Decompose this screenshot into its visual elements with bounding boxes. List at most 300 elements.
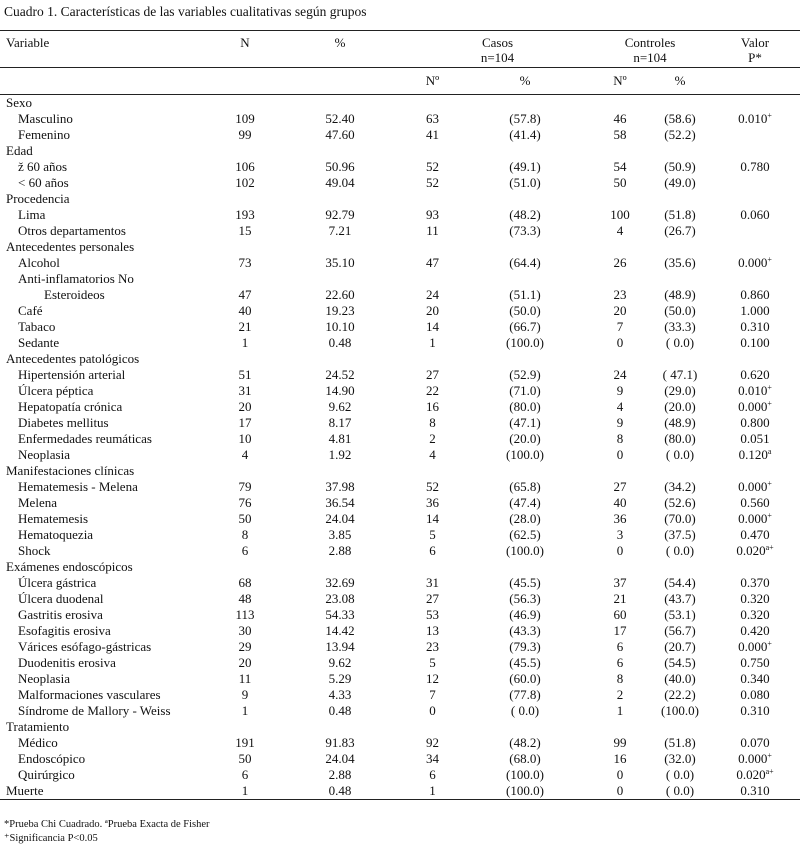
cell-controles-n: 9 bbox=[616, 383, 624, 398]
cell-casos-n: 22 bbox=[426, 383, 439, 398]
cell-casos-pct: (47.4) bbox=[509, 495, 541, 510]
cell-pct: 7.21 bbox=[328, 223, 352, 238]
row-label: Café bbox=[18, 303, 43, 318]
row-label: Anti-inflamatorios No bbox=[18, 271, 134, 286]
row-label: Otros departamentos bbox=[18, 223, 126, 238]
cell-controles-pct: (58.6) bbox=[664, 111, 696, 126]
header-valor-p: P* bbox=[748, 50, 762, 65]
cell-pct: 14.90 bbox=[325, 383, 355, 398]
cell-p-value bbox=[710, 447, 800, 463]
cell-p-value bbox=[710, 415, 800, 431]
cell-casos-n: 53 bbox=[426, 607, 439, 622]
cell-n: 20 bbox=[238, 399, 252, 414]
cell-casos-pct: (41.4) bbox=[509, 127, 541, 142]
row-label: Úlcera péptica bbox=[18, 383, 94, 398]
row-label: Enfermedades reumáticas bbox=[18, 431, 152, 446]
row-label: Quirúrgico bbox=[18, 767, 75, 782]
cell-pct: 9.62 bbox=[328, 655, 352, 670]
cell-pct: 47.60 bbox=[325, 127, 355, 142]
cell-casos-n: 12 bbox=[426, 671, 439, 686]
cell-controles-n: 9 bbox=[616, 415, 624, 430]
cell-casos-n: 8 bbox=[429, 415, 436, 430]
p-value-text: 0.010 bbox=[738, 111, 768, 126]
p-value-text: 0.051 bbox=[740, 431, 770, 446]
row-label: Neoplasia bbox=[18, 671, 70, 686]
cell-controles-pct: (53.1) bbox=[664, 607, 696, 622]
p-value-text: 0.780 bbox=[740, 159, 770, 174]
header-controles-n: n=104 bbox=[633, 50, 667, 65]
p-value-text: 0.340 bbox=[740, 671, 770, 686]
cell-controles-n: 8 bbox=[616, 671, 624, 686]
table-row bbox=[0, 319, 800, 335]
cell-controles-n: 16 bbox=[613, 751, 627, 766]
cell-n: 47 bbox=[238, 287, 252, 302]
cell-controles-pct: (49.0) bbox=[664, 175, 696, 190]
cell-casos-pct: (51.0) bbox=[509, 175, 541, 190]
cell-n: 106 bbox=[235, 159, 255, 174]
cell-controles-pct: (43.7) bbox=[664, 591, 696, 606]
cell-pct: 8.17 bbox=[328, 415, 352, 430]
cell-controles-pct: (80.0) bbox=[664, 431, 696, 446]
cell-controles-pct: (29.0) bbox=[664, 383, 696, 398]
cell-pct: 37.98 bbox=[325, 479, 355, 494]
cell-n: 1 bbox=[241, 335, 249, 350]
cell-casos-n: 27 bbox=[426, 591, 439, 606]
cell-controles-pct: ( 0.0) bbox=[665, 447, 695, 462]
cell-p-value bbox=[710, 607, 800, 623]
cell-controles-pct: (20.7) bbox=[664, 639, 696, 654]
cell-n: 21 bbox=[238, 319, 252, 334]
group-header-row bbox=[0, 463, 800, 479]
cell-casos-n: 6 bbox=[429, 767, 436, 782]
cell-controles-n: 4 bbox=[616, 223, 624, 238]
cell-p-value bbox=[710, 399, 800, 415]
cell-casos-pct: (46.9) bbox=[509, 607, 541, 622]
p-value-superscript: a+ bbox=[765, 543, 774, 552]
row-label: Esteroideos bbox=[44, 287, 105, 302]
table-row bbox=[0, 639, 800, 655]
cell-controles-pct: (22.2) bbox=[664, 687, 696, 702]
group-header-row bbox=[0, 559, 800, 575]
p-value-text: 0.020 bbox=[736, 543, 766, 558]
p-value-text: 0.620 bbox=[740, 367, 770, 382]
row-label: Hepatopatía crónica bbox=[18, 399, 123, 414]
cell-controles-pct: (35.6) bbox=[664, 255, 696, 270]
cell-casos-pct: (100.0) bbox=[506, 447, 544, 462]
cell-controles-n: 20 bbox=[613, 303, 627, 318]
cell-controles-pct: (52.6) bbox=[664, 495, 696, 510]
cell-n: 9 bbox=[241, 687, 249, 702]
row-label: Diabetes mellitus bbox=[18, 415, 109, 430]
row-label: Úlcera gástrica bbox=[18, 575, 97, 590]
cell-casos-pct: (64.4) bbox=[509, 255, 541, 270]
cell-controles-n: 46 bbox=[613, 111, 627, 126]
p-value-text: 0.310 bbox=[740, 783, 770, 798]
cell-casos-n: 34 bbox=[426, 751, 439, 766]
cell-controles-pct: ( 0.0) bbox=[650, 783, 710, 800]
cell-casos-n: 63 bbox=[426, 111, 439, 126]
cell-casos-pct: (56.3) bbox=[509, 591, 541, 606]
cell-pct: 2.88 bbox=[328, 543, 352, 558]
row-label: ž 60 años bbox=[18, 159, 68, 174]
cell-n: 73 bbox=[238, 255, 252, 270]
cell-casos-n: 5 bbox=[429, 527, 436, 542]
cell-p-value bbox=[710, 527, 800, 543]
cell-casos-pct: (28.0) bbox=[509, 511, 541, 526]
cell-casos-pct: (68.0) bbox=[509, 751, 541, 766]
cell-controles-n: 6 bbox=[616, 655, 624, 670]
p-value-text: 0.000 bbox=[738, 751, 768, 766]
group-label: Sexo bbox=[6, 95, 32, 110]
row-label: Lima bbox=[18, 207, 46, 222]
cell-n: 50 bbox=[238, 511, 252, 526]
table-row bbox=[0, 607, 800, 623]
cell-pct: 5.29 bbox=[328, 671, 352, 686]
footnote-significance: ⁺Significancia P<0.05 bbox=[4, 833, 98, 844]
cell-controles-pct: (52.2) bbox=[664, 127, 696, 142]
cell-pct: 92.79 bbox=[325, 207, 355, 222]
cell-casos-pct: (60.0) bbox=[509, 671, 541, 686]
header-casos bbox=[405, 31, 590, 68]
row-label: Hematemesis - Melena bbox=[18, 479, 138, 494]
row-label: Malformaciones vasculares bbox=[18, 687, 161, 702]
cell-p-value bbox=[710, 511, 800, 527]
p-value-text: 0.370 bbox=[740, 575, 770, 590]
p-value-text: 0.320 bbox=[740, 607, 770, 622]
cell-casos-pct: (47.1) bbox=[509, 415, 541, 430]
cell-p-value bbox=[710, 495, 800, 511]
cell-n: 109 bbox=[235, 111, 255, 126]
cell-controles-n: 4 bbox=[616, 399, 624, 414]
cell-pct: 0.48 bbox=[328, 703, 352, 718]
cell-p-value bbox=[710, 159, 800, 175]
cell-p-value bbox=[710, 383, 800, 399]
header-pct: % bbox=[275, 31, 405, 68]
cell-n: 6 bbox=[241, 767, 249, 782]
cell-n: 30 bbox=[238, 623, 252, 638]
cell-controles-n: 1 bbox=[616, 703, 624, 718]
cell-casos-pct: (66.7) bbox=[509, 319, 541, 334]
cell-casos-n: 7 bbox=[429, 687, 436, 702]
cell-pct: 1.92 bbox=[328, 447, 352, 462]
row-label: Muerte bbox=[0, 783, 215, 800]
cell-pct: 36.54 bbox=[325, 495, 355, 510]
cell-n: 11 bbox=[238, 671, 252, 686]
row-label: Alcohol bbox=[18, 255, 60, 270]
cell-casos-n: 92 bbox=[426, 735, 439, 750]
row-label: Hematemesis bbox=[18, 511, 89, 526]
cell-pct: 0.48 bbox=[275, 783, 405, 800]
cell-n: 102 bbox=[235, 175, 255, 190]
row-label: < 60 años bbox=[18, 175, 69, 190]
cell-casos-pct: (48.2) bbox=[509, 735, 541, 750]
cell-controles-pct: (37.5) bbox=[664, 527, 696, 542]
table-row bbox=[0, 783, 800, 800]
p-value-superscript: + bbox=[767, 255, 772, 264]
cell-controles-pct: (51.8) bbox=[664, 207, 696, 222]
row-label: Melena bbox=[18, 495, 57, 510]
table-row bbox=[0, 543, 800, 559]
cell-n: 68 bbox=[238, 575, 252, 590]
cell-p-value bbox=[710, 783, 800, 800]
cell-p-value bbox=[710, 367, 800, 383]
table-row bbox=[0, 335, 800, 351]
cell-casos-pct: (73.3) bbox=[509, 223, 541, 238]
cell-casos-pct bbox=[460, 271, 590, 287]
cell-controles-pct: (54.5) bbox=[664, 655, 696, 670]
cell-p-value bbox=[710, 623, 800, 639]
table-body bbox=[0, 95, 800, 800]
row-label: Úlcera duodenal bbox=[18, 591, 104, 606]
p-value-text: 0.000 bbox=[738, 479, 768, 494]
row-label: Femenino bbox=[18, 127, 70, 142]
row-label: Médico bbox=[18, 735, 58, 750]
p-value-text: 0.060 bbox=[740, 207, 770, 222]
cell-pct: 22.60 bbox=[325, 287, 355, 302]
cell-controles-n: 2 bbox=[616, 687, 624, 702]
cell-casos-pct: (45.5) bbox=[509, 655, 541, 670]
cell-p-value bbox=[710, 335, 800, 351]
cell-p-value bbox=[710, 751, 800, 767]
table-row bbox=[0, 383, 800, 399]
row-label: Esofagitis erosiva bbox=[18, 623, 111, 638]
cell-pct: 24.04 bbox=[325, 751, 355, 766]
cell-casos-pct: (71.0) bbox=[509, 383, 541, 398]
table-row bbox=[0, 703, 800, 719]
header-row bbox=[0, 31, 800, 68]
cell-p-value bbox=[710, 671, 800, 687]
p-value-superscript: a+ bbox=[765, 767, 774, 776]
cell-controles-n: 0 bbox=[590, 783, 650, 800]
cell-p-value bbox=[710, 591, 800, 607]
row-label: Duodenitis erosiva bbox=[18, 655, 116, 670]
cell-controles-n: 8 bbox=[616, 431, 624, 446]
cell-pct: 19.23 bbox=[325, 303, 355, 318]
cell-n: 99 bbox=[238, 127, 252, 142]
p-value-text: 0.470 bbox=[740, 527, 770, 542]
row-label: Síndrome de Mallory - Weiss bbox=[18, 703, 171, 718]
cell-pct: 4.33 bbox=[328, 687, 352, 702]
table-row bbox=[0, 431, 800, 447]
row-label: Endoscópico bbox=[18, 751, 86, 766]
cell-pct: 49.04 bbox=[325, 175, 355, 190]
cell-controles-pct: (54.4) bbox=[664, 575, 696, 590]
cell-pct: 0.48 bbox=[328, 335, 352, 350]
p-value-superscript: + bbox=[767, 111, 772, 120]
cell-p-value bbox=[710, 255, 800, 271]
cell-pct: 50.96 bbox=[325, 159, 355, 174]
cell-casos-pct: (62.5) bbox=[509, 527, 541, 542]
cell-p-value bbox=[710, 479, 800, 495]
cell-controles-pct: (34.2) bbox=[664, 479, 696, 494]
cell-p-value bbox=[710, 287, 800, 303]
cell-n: 50 bbox=[238, 751, 252, 766]
cell-casos-pct: (77.8) bbox=[509, 687, 541, 702]
cell-casos-pct: (49.1) bbox=[509, 159, 541, 174]
cell-controles-pct: (70.0) bbox=[664, 511, 696, 526]
cell-p-value bbox=[710, 655, 800, 671]
p-value-text: 0.120 bbox=[738, 447, 768, 462]
table-row bbox=[0, 303, 800, 319]
cell-controles-pct: (50.0) bbox=[664, 303, 696, 318]
footnote-tests: *Prueba Chi Cuadrado. ªPrueba Exacta de Fisher bbox=[4, 819, 210, 830]
p-value-text: 0.800 bbox=[740, 415, 770, 430]
header-controles-label: Controles bbox=[624, 35, 676, 50]
table-row bbox=[0, 655, 800, 671]
cell-controles-n: 3 bbox=[616, 527, 624, 542]
p-value-text: 0.080 bbox=[740, 687, 770, 702]
cell-n: 20 bbox=[238, 655, 252, 670]
table-row bbox=[0, 767, 800, 783]
p-value-superscript: + bbox=[767, 479, 772, 488]
cell-controles-n: 58 bbox=[613, 127, 627, 142]
p-value-text: 0.320 bbox=[740, 591, 770, 606]
cell-n: 76 bbox=[238, 495, 252, 510]
table-row bbox=[0, 415, 800, 431]
cell-casos-n: 11 bbox=[426, 223, 439, 238]
table-row bbox=[0, 447, 800, 463]
cell-controles-n: 0 bbox=[616, 767, 624, 782]
cell-casos-n: 93 bbox=[426, 207, 439, 222]
p-value-text: 0.750 bbox=[740, 655, 770, 670]
row-label: Masculino bbox=[18, 111, 73, 126]
table-row bbox=[0, 367, 800, 383]
table-row bbox=[0, 271, 800, 287]
cell-casos-n: 2 bbox=[429, 431, 436, 446]
cell-n: 193 bbox=[235, 207, 255, 222]
cell-casos-pct: (43.3) bbox=[509, 623, 541, 638]
group-header-row bbox=[0, 143, 800, 159]
cell-p-value bbox=[710, 319, 800, 335]
data-table bbox=[0, 30, 800, 800]
row-label: Gastritis erosiva bbox=[18, 607, 103, 622]
cell-casos-n: 36 bbox=[426, 495, 439, 510]
table-row bbox=[0, 111, 800, 127]
cell-pct: 54.33 bbox=[325, 607, 355, 622]
table-row bbox=[0, 671, 800, 687]
group-header-row bbox=[0, 351, 800, 367]
cell-n: 48 bbox=[238, 591, 252, 606]
cell-pct: 91.83 bbox=[325, 735, 355, 750]
cell-controles-pct: (51.8) bbox=[664, 735, 696, 750]
cell-casos-n: 52 bbox=[426, 175, 439, 190]
cell-pct: 52.40 bbox=[325, 111, 355, 126]
header-casos-n: n=104 bbox=[480, 50, 515, 65]
cell-controles-n: 100 bbox=[610, 207, 630, 222]
table-row bbox=[0, 175, 800, 191]
group-label: Procedencia bbox=[6, 191, 70, 206]
cell-controles-n: 17 bbox=[613, 623, 627, 638]
table-row bbox=[0, 751, 800, 767]
p-value-superscript: a bbox=[767, 447, 772, 456]
cell-n: 29 bbox=[238, 639, 252, 654]
cell-casos-pct: (100.0) bbox=[506, 543, 544, 558]
cell-pct: 32.69 bbox=[325, 575, 355, 590]
table-row bbox=[0, 511, 800, 527]
cell-controles-pct bbox=[650, 271, 710, 287]
table-row bbox=[0, 687, 800, 703]
table-row bbox=[0, 575, 800, 591]
row-label: Sedante bbox=[18, 335, 60, 350]
cell-pct: 4.81 bbox=[328, 431, 352, 446]
p-value-superscript: + bbox=[767, 511, 772, 520]
cell-controles-n: 40 bbox=[613, 495, 627, 510]
group-header-row bbox=[0, 239, 800, 255]
cell-controles-n: 27 bbox=[613, 479, 627, 494]
cell-casos-pct: (100.0) bbox=[460, 783, 590, 800]
cell-casos-pct: ( 0.0) bbox=[510, 703, 540, 718]
cell-n: 1 bbox=[215, 783, 275, 800]
cell-n bbox=[215, 271, 275, 287]
table-row bbox=[0, 623, 800, 639]
p-value-text: 0.560 bbox=[740, 495, 770, 510]
cell-p-value bbox=[710, 735, 800, 751]
p-value-text: 0.000 bbox=[738, 255, 768, 270]
cell-casos-pct: (100.0) bbox=[506, 335, 544, 350]
cell-casos-n: 6 bbox=[429, 543, 436, 558]
cell-n: 31 bbox=[238, 383, 252, 398]
cell-p-value bbox=[710, 703, 800, 719]
cell-casos-n: 5 bbox=[429, 655, 436, 670]
p-value-superscript: + bbox=[767, 751, 772, 760]
cell-casos-pct: (100.0) bbox=[506, 767, 544, 782]
cell-n: 40 bbox=[238, 303, 252, 318]
cell-n: 1 bbox=[241, 703, 249, 718]
p-value-text: 0.310 bbox=[740, 319, 770, 334]
cell-controles-pct: (48.9) bbox=[664, 287, 696, 302]
cell-controles-pct: (40.0) bbox=[664, 671, 696, 686]
header-valor-label: Valor bbox=[740, 35, 770, 50]
cell-controles-pct: ( 0.0) bbox=[665, 543, 695, 558]
cell-casos-n: 14 bbox=[426, 319, 439, 334]
table-row bbox=[0, 735, 800, 751]
cell-controles-n: 0 bbox=[616, 447, 624, 462]
subheader-no-controles: Nº bbox=[590, 68, 650, 95]
cell-controles-n: 0 bbox=[616, 543, 624, 558]
cell-casos-pct: (51.1) bbox=[509, 287, 541, 302]
group-header-row bbox=[0, 719, 800, 735]
table-row bbox=[0, 207, 800, 223]
cell-casos-pct: (79.3) bbox=[509, 639, 541, 654]
cell-pct bbox=[275, 271, 405, 287]
cell-p-value bbox=[710, 111, 800, 127]
cell-n: 4 bbox=[241, 447, 249, 462]
cell-controles-n: 24 bbox=[613, 367, 627, 382]
table-row bbox=[0, 287, 800, 303]
cell-controles-n: 7 bbox=[616, 319, 624, 334]
cell-controles-pct: (26.7) bbox=[664, 223, 696, 238]
header-n: N bbox=[215, 31, 275, 68]
table-caption: Cuadro 1. Características de las variables cualitativas según grupos bbox=[4, 4, 367, 19]
table-row bbox=[0, 399, 800, 415]
cell-p-value bbox=[710, 207, 800, 223]
cell-pct: 10.10 bbox=[325, 319, 355, 334]
cell-p-value bbox=[710, 431, 800, 447]
p-value-text: 0.020 bbox=[736, 767, 766, 782]
cell-p-value bbox=[710, 127, 800, 143]
header-controles bbox=[590, 31, 710, 68]
p-value-text: 0.100 bbox=[740, 335, 770, 350]
table-row bbox=[0, 223, 800, 239]
cell-controles-n: 50 bbox=[613, 175, 627, 190]
p-value-text: 0.420 bbox=[740, 623, 770, 638]
row-label: Tabaco bbox=[18, 319, 56, 334]
cell-n: 51 bbox=[238, 367, 252, 382]
table-row bbox=[0, 495, 800, 511]
cell-casos-n: 31 bbox=[426, 575, 439, 590]
cell-controles-n: 6 bbox=[616, 639, 624, 654]
cell-p-value bbox=[710, 175, 800, 191]
